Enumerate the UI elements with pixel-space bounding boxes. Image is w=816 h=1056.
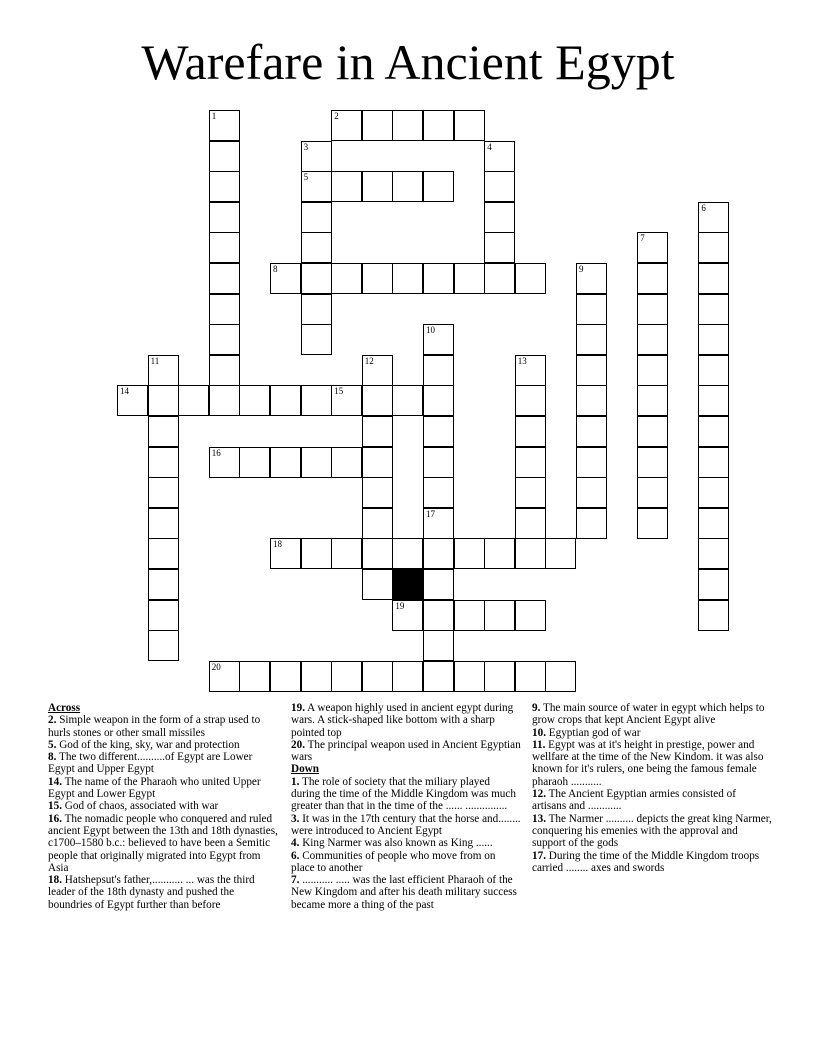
- grid-cell[interactable]: [362, 447, 393, 478]
- clue-number: 1: [211, 111, 217, 121]
- grid-cell[interactable]: [484, 600, 515, 631]
- grid-cell[interactable]: [301, 324, 332, 355]
- grid-cell[interactable]: [148, 508, 179, 539]
- grid-cell[interactable]: [209, 324, 240, 355]
- grid-cell[interactable]: [301, 263, 332, 294]
- grid-cell[interactable]: [362, 508, 393, 539]
- grid-cell[interactable]: [515, 263, 546, 294]
- clue-across-2: 2. Simple weapon in the form of a strap used to hurls stones or other small missiles: [48, 714, 261, 739]
- clue-down-4: 4. King Narmer was also known as King ......: [291, 837, 493, 850]
- grid-cell[interactable]: [637, 324, 668, 355]
- grid-cell[interactable]: [362, 263, 393, 294]
- grid-cell[interactable]: [148, 600, 179, 631]
- grid-cell[interactable]: [209, 171, 240, 202]
- grid-cell[interactable]: [362, 569, 393, 600]
- grid-cell[interactable]: [515, 508, 546, 539]
- grid-cell[interactable]: [301, 141, 332, 172]
- grid-cell[interactable]: [515, 661, 546, 692]
- grid-cell[interactable]: [209, 232, 240, 263]
- grid-cell[interactable]: [178, 385, 209, 416]
- grid-cell[interactable]: [270, 263, 301, 294]
- grid-cell[interactable]: [698, 508, 729, 539]
- grid-cell[interactable]: [484, 202, 515, 233]
- grid-cell[interactable]: [270, 661, 301, 692]
- clue-across-16: 16. The nomadic people who conquered and ruled ancient Egypt between the 13th and 18th dynasties, c1700–1580 b.c.: believed to have been a Semitic people that originally migrated into Egypt from Asia: [48, 812, 278, 874]
- clue-across-18: 18. Hatshepsut's father,........... ... was the third leader of the 18th dynasty and pushed the boundries of Egypt further than before: [48, 874, 255, 911]
- clue-down-7: 7. ........... ..... was the last efficient Pharaoh of the New Kingdom and after his death military success became more a thing of the past: [291, 874, 517, 911]
- grid-cell[interactable]: [637, 477, 668, 508]
- clue-number: 10: [426, 325, 435, 336]
- clue-across-8: 8. The two different..........of Egypt are Lower Egypt and Upper Egypt: [48, 751, 253, 776]
- grid-cell[interactable]: [454, 538, 485, 569]
- grid-cell[interactable]: [698, 232, 729, 263]
- grid-cell[interactable]: [209, 110, 240, 141]
- grid-cell[interactable]: [637, 355, 668, 386]
- grid-cell[interactable]: [362, 171, 393, 202]
- grid-cell[interactable]: [576, 263, 607, 294]
- grid-cell[interactable]: [423, 324, 454, 355]
- clue-number: 16: [211, 447, 221, 458]
- grid-cell[interactable]: [454, 110, 485, 141]
- grid-cell[interactable]: [423, 600, 454, 631]
- grid-cell[interactable]: [423, 385, 454, 416]
- grid-cell[interactable]: [698, 447, 729, 478]
- grid-cell[interactable]: [301, 232, 332, 263]
- grid-cell[interactable]: [331, 110, 362, 141]
- grid-cell[interactable]: [392, 661, 423, 692]
- grid-cell[interactable]: [362, 538, 393, 569]
- down-heading: Down: [291, 763, 319, 776]
- grid-cell[interactable]: [209, 385, 240, 416]
- clue-number: 11: [150, 355, 160, 366]
- clue-number: 4: [487, 141, 492, 152]
- grid-cell[interactable]: [392, 110, 423, 141]
- grid-cell[interactable]: [576, 324, 607, 355]
- grid-cell[interactable]: [301, 538, 332, 569]
- grid-cell[interactable]: [301, 447, 332, 478]
- grid-cell[interactable]: [698, 477, 729, 508]
- grid-cell[interactable]: [698, 569, 729, 600]
- clue-across-19: 19. A weapon highly used in ancient egypt during wars. A stick-shaped like bottom with a sharp pointed top: [291, 702, 514, 739]
- grid-cell[interactable]: [576, 416, 607, 447]
- grid-cell[interactable]: [301, 385, 332, 416]
- clue-across-14: 14. The name of the Pharaoh who united Upper Egypt and Lower Egypt: [48, 775, 261, 801]
- grid-cell[interactable]: [698, 538, 729, 569]
- clue-number: 15: [334, 386, 344, 397]
- grid-cell[interactable]: [637, 294, 668, 325]
- grid-cell[interactable]: [301, 661, 332, 692]
- clue-down-11: 11. Egypt was at it's height in prestige, power and wellfare at the time of the New Kindom. it was also known for it's rulers, one being the famous female pharaoh ...........: [532, 738, 764, 788]
- grid-cell[interactable]: [148, 447, 179, 478]
- grid-cell[interactable]: [423, 630, 454, 661]
- grid-cell[interactable]: [515, 600, 546, 631]
- clue-down-17: 17. During the time of the Middle Kingdom troops carried ........ axes and swords: [532, 849, 760, 874]
- grid-cell[interactable]: [331, 661, 362, 692]
- grid-cell[interactable]: [239, 661, 270, 692]
- grid-cell[interactable]: [392, 171, 423, 202]
- grid-cell[interactable]: [148, 385, 179, 416]
- grid-cell[interactable]: [362, 661, 393, 692]
- clue-number: 9: [579, 264, 584, 274]
- grid-cell[interactable]: [454, 263, 485, 294]
- grid-cell[interactable]: [362, 385, 393, 416]
- grid-cell[interactable]: [209, 661, 240, 692]
- clue-down-13: 13. The Narmer .......... depicts the great king Narmer, conquering his emenies with the approval and support of the gods: [532, 812, 772, 850]
- grid-cell[interactable]: [362, 477, 393, 508]
- grid-cell[interactable]: [148, 630, 179, 661]
- grid-cell[interactable]: [331, 385, 362, 416]
- clue-across-5: 5. God of the king, sky, war and protection: [48, 738, 240, 751]
- grid-cell[interactable]: [209, 294, 240, 325]
- clue-down-3: 3. It was in the 17th century that the horse and........ were introduced to Ancient Egypt: [291, 812, 521, 837]
- grid-cell[interactable]: [484, 141, 515, 172]
- grid-cell[interactable]: [148, 569, 179, 600]
- clue-down-12: 12. The Ancient Egyptian armies consisted of artisans and ............: [532, 788, 736, 813]
- grid-cell[interactable]: [117, 385, 148, 416]
- grid-cell[interactable]: [515, 538, 546, 569]
- clue-number: 17: [426, 508, 435, 519]
- grid-cell[interactable]: [239, 447, 270, 478]
- clue-number: 20: [211, 661, 221, 672]
- grid-cell[interactable]: [484, 171, 515, 202]
- grid-cell[interactable]: [698, 294, 729, 325]
- grid-cell[interactable]: [148, 355, 179, 386]
- grid-cell[interactable]: [698, 385, 729, 416]
- clue-column-2: [291, 702, 521, 911]
- grid-cell[interactable]: [423, 263, 454, 294]
- grid-cell[interactable]: [209, 141, 240, 172]
- clue-down-9: 9. The main source of water in egypt which helps to grow crops that kept Ancient Egypt alive: [532, 702, 765, 727]
- grid-cell[interactable]: [454, 661, 485, 692]
- grid-cell[interactable]: [423, 569, 454, 600]
- clue-down-1: 1. The role of society that the miliary played during the time of the Middle Kingdom was much greater than that in the time of the ...... ...............: [291, 775, 516, 813]
- grid-cell[interactable]: [515, 385, 546, 416]
- grid-cell[interactable]: [484, 661, 515, 692]
- grid-cell[interactable]: [545, 661, 576, 692]
- clue-across-20: 20. The principal weapon used in Ancient Egyptian wars: [291, 738, 521, 764]
- grid-cell[interactable]: [637, 232, 668, 263]
- grid-cell[interactable]: [576, 447, 607, 478]
- grid-cell[interactable]: [148, 416, 179, 447]
- clue-number: 5: [303, 172, 309, 183]
- grid-cell[interactable]: [637, 385, 668, 416]
- clue-number: 18: [273, 539, 282, 550]
- grid-cell[interactable]: [423, 477, 454, 508]
- grid-cell[interactable]: [239, 385, 270, 416]
- black-cell: [392, 569, 423, 600]
- grid-cell[interactable]: [392, 385, 423, 416]
- grid-cell[interactable]: [637, 447, 668, 478]
- grid-cell[interactable]: [331, 171, 362, 202]
- clue-number: 6: [701, 202, 706, 213]
- grid-cell[interactable]: [362, 110, 393, 141]
- grid-cell[interactable]: [209, 355, 240, 386]
- grid-cell[interactable]: [545, 538, 576, 569]
- grid-cell[interactable]: [515, 416, 546, 447]
- grid-cell[interactable]: [270, 538, 301, 569]
- grid-cell[interactable]: [515, 355, 546, 386]
- clue-number: 8: [273, 264, 278, 274]
- grid-cell[interactable]: [331, 538, 362, 569]
- grid-cell[interactable]: [301, 294, 332, 325]
- grid-cell[interactable]: [423, 416, 454, 447]
- grid-cell[interactable]: [484, 232, 515, 263]
- grid-cell[interactable]: [423, 110, 454, 141]
- grid-cell[interactable]: [301, 202, 332, 233]
- grid-cell[interactable]: [148, 538, 179, 569]
- grid-cell[interactable]: [637, 416, 668, 447]
- clue-number: 13: [517, 355, 527, 366]
- grid-cell[interactable]: [637, 263, 668, 294]
- grid-cell[interactable]: [484, 538, 515, 569]
- grid-cell[interactable]: [362, 355, 393, 386]
- across-heading: Across: [48, 702, 81, 714]
- grid-cell[interactable]: [392, 600, 423, 631]
- grid-cell[interactable]: [209, 202, 240, 233]
- grid-cell[interactable]: [637, 508, 668, 539]
- clue-number: 12: [364, 355, 374, 366]
- grid-cell[interactable]: [392, 538, 423, 569]
- grid-cell[interactable]: [484, 263, 515, 294]
- grid-cell[interactable]: [576, 477, 607, 508]
- clue-number: 14: [120, 386, 129, 397]
- grid-cell[interactable]: [576, 355, 607, 386]
- grid-cell[interactable]: [331, 263, 362, 294]
- clue-across-15: 15. God of chaos, associated with war: [48, 800, 219, 813]
- grid-cell[interactable]: [423, 447, 454, 478]
- grid-cell[interactable]: [515, 447, 546, 478]
- grid-cell[interactable]: [209, 447, 240, 478]
- grid-cell[interactable]: [576, 294, 607, 325]
- grid-cell[interactable]: [423, 538, 454, 569]
- grid-cell[interactable]: [698, 263, 729, 294]
- grid-cell[interactable]: [270, 447, 301, 478]
- grid-cell[interactable]: [301, 171, 332, 202]
- clue-column-3: [532, 702, 772, 874]
- grid-cell[interactable]: [148, 477, 179, 508]
- grid-cell[interactable]: [392, 263, 423, 294]
- grid-cell[interactable]: [270, 385, 301, 416]
- grid-cell[interactable]: [362, 416, 393, 447]
- grid-cell[interactable]: [423, 171, 454, 202]
- grid-cell[interactable]: [515, 477, 546, 508]
- grid-cell[interactable]: [698, 355, 729, 386]
- clue-number: 19: [395, 600, 405, 611]
- grid-cell[interactable]: [698, 416, 729, 447]
- grid-cell[interactable]: [209, 263, 240, 294]
- grid-cell[interactable]: [423, 508, 454, 539]
- clue-number: 3: [303, 141, 309, 152]
- clue-number: 7: [640, 233, 645, 244]
- grid-cell[interactable]: [698, 202, 729, 233]
- grid-cell[interactable]: [698, 600, 729, 631]
- grid-cell[interactable]: [331, 447, 362, 478]
- clue-down-6: 6. Communities of people who move from on place to another: [291, 849, 496, 874]
- clue-down-10: 10. Egyptian god of war: [532, 726, 641, 739]
- grid-cell[interactable]: [576, 385, 607, 416]
- clue-number: 2: [334, 111, 339, 121]
- grid-cell[interactable]: [423, 661, 454, 692]
- grid-cell[interactable]: [576, 508, 607, 539]
- grid-cell[interactable]: [423, 355, 454, 386]
- grid-cell[interactable]: [454, 600, 485, 631]
- grid-cell[interactable]: [698, 324, 729, 355]
- clue-column-1: [48, 702, 280, 911]
- puzzle-title: Warefare in Ancient Egypt: [141, 34, 675, 90]
